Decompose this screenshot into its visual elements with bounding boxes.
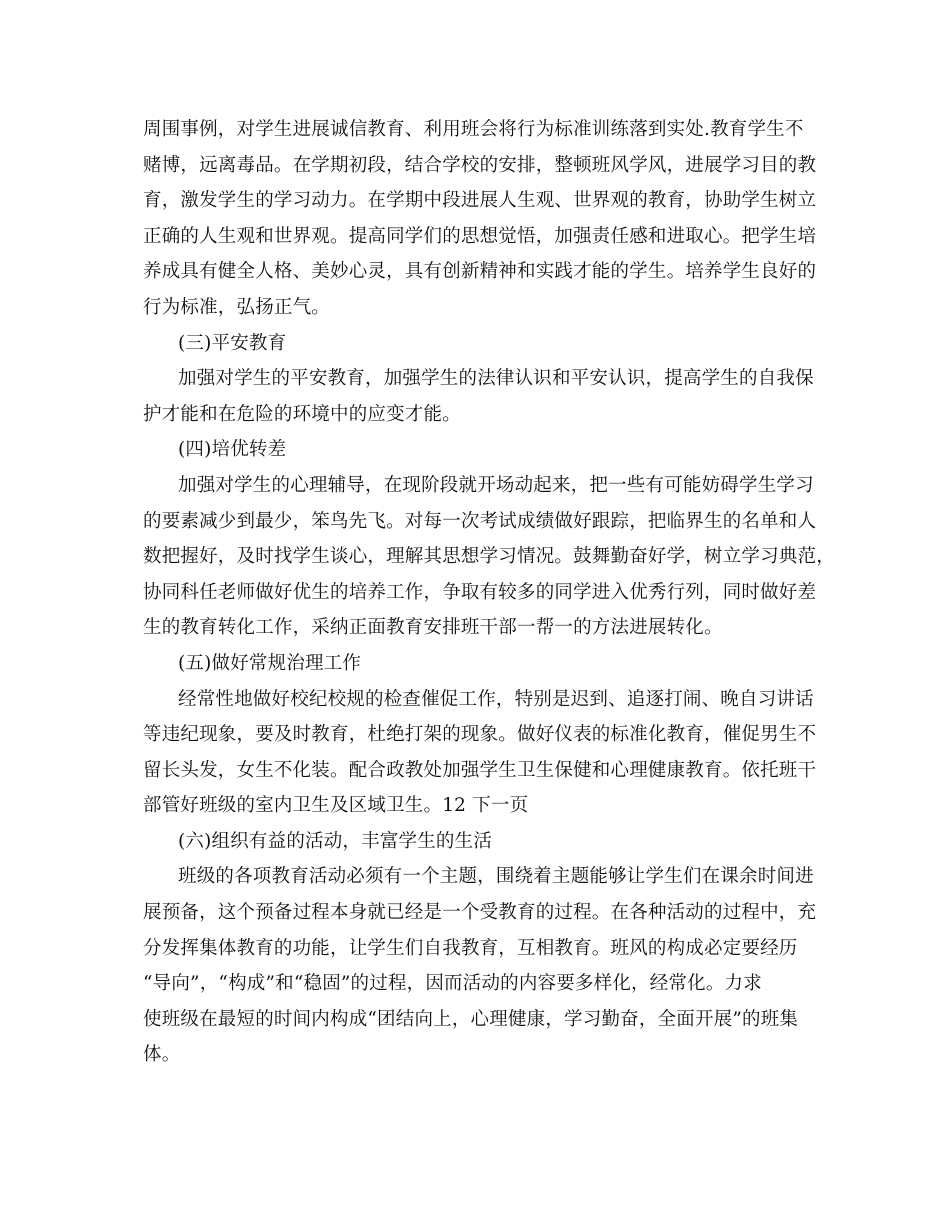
text-line: “导向”，“构成”和“稳固”的过程，因而活动的内容要多样化，经常化。力求 (143, 973, 762, 995)
text-line: 赌博，远离毒品。在学期初段，结合学校的安排，整顿班风学风，进展学习目的教 (143, 154, 817, 176)
document-body (143, 112, 835, 1073)
text-line: 使班级在最短的时间内构成“团结向上，心理健康，学习勤奋，全面开展”的班集 (143, 1008, 799, 1030)
text-line: 加强对学生的心理辅导，在现阶段就开场动起来，把一些有可能妨碍学生学习 (178, 474, 814, 496)
text-line: 护才能和在危险的环境中的应变才能。 (143, 403, 461, 425)
text-line: 部管好班级的室内卫生及区域卫生。12 下一页 (143, 795, 529, 817)
text-line: 等违纪现象，要及时教育，杜绝打架的现象。做好仪表的标准化教育，催促男生不 (143, 724, 817, 746)
text-line: 加强对学生的平安教育，加强学生的法律认识和平安认识，提高学生的自我保 (178, 368, 814, 390)
text-line: 留长头发，女生不化装。配合政教处加强学生卫生保健和心理健康教育。依托班干 (143, 759, 817, 781)
text-line: 的要素减少到最少，笨鸟先飞。对每一次考试成绩做好跟踪，把临界生的名单和人 (143, 510, 817, 532)
text-line: 生的教育转化工作，采纳正面教育安排班干部一帮一的方法进展转化。 (143, 617, 723, 639)
text-line: 经常性地做好校纪校规的检查催促工作，特别是迟到、追逐打闹、晚自习讲话 (178, 688, 814, 710)
text-line: (五)做好常规治理工作 (178, 652, 362, 674)
text-line: 数把握好，及时找学生谈心，理解其思想学习情况。鼓舞勤奋好学，树立学习典范， (143, 546, 835, 568)
text-line: 育，激发学生的学习动力。在学期中段进展人生观、世界观的教育，协助学生树立 (143, 190, 817, 212)
text-line: 体。 (143, 1044, 181, 1066)
text-line: (三)平安教育 (178, 332, 287, 354)
text-line: 周围事例，对学生进展诚信教育、利用班会将行为标准训练落到实处.教育学生不 (143, 119, 804, 140)
text-line: 行为标准，弘扬正气。 (143, 296, 331, 318)
text-line: 协同科任老师做好优生的培养工作，争取有较多的同学进入优秀行列，同时做好差 (143, 581, 817, 603)
text-line: 展预备，这个预备过程本身就已经是一个受教育的过程。在各种活动的过程中，充 (143, 902, 817, 924)
text-line: 正确的人生观和世界观。提高同学们的思想觉悟，加强责任感和进取心。把学生培 (143, 225, 817, 247)
text-line: 班级的各项教育活动必须有一个主题，围绕着主题能够让学生们在课余时间进 (178, 866, 814, 888)
text-line: 分发挥集体教育的功能，让学生们自我教育，互相教育。班风的构成必定要经历 (143, 937, 798, 959)
text-line: (六)组织有益的活动，丰富学生的生活 (178, 830, 493, 852)
text-line: 养成具有健全人格、美妙心灵，具有创新精神和实践才能的学生。培养学生良好的 (143, 261, 817, 283)
text-line: (四)培优转差 (178, 439, 287, 461)
